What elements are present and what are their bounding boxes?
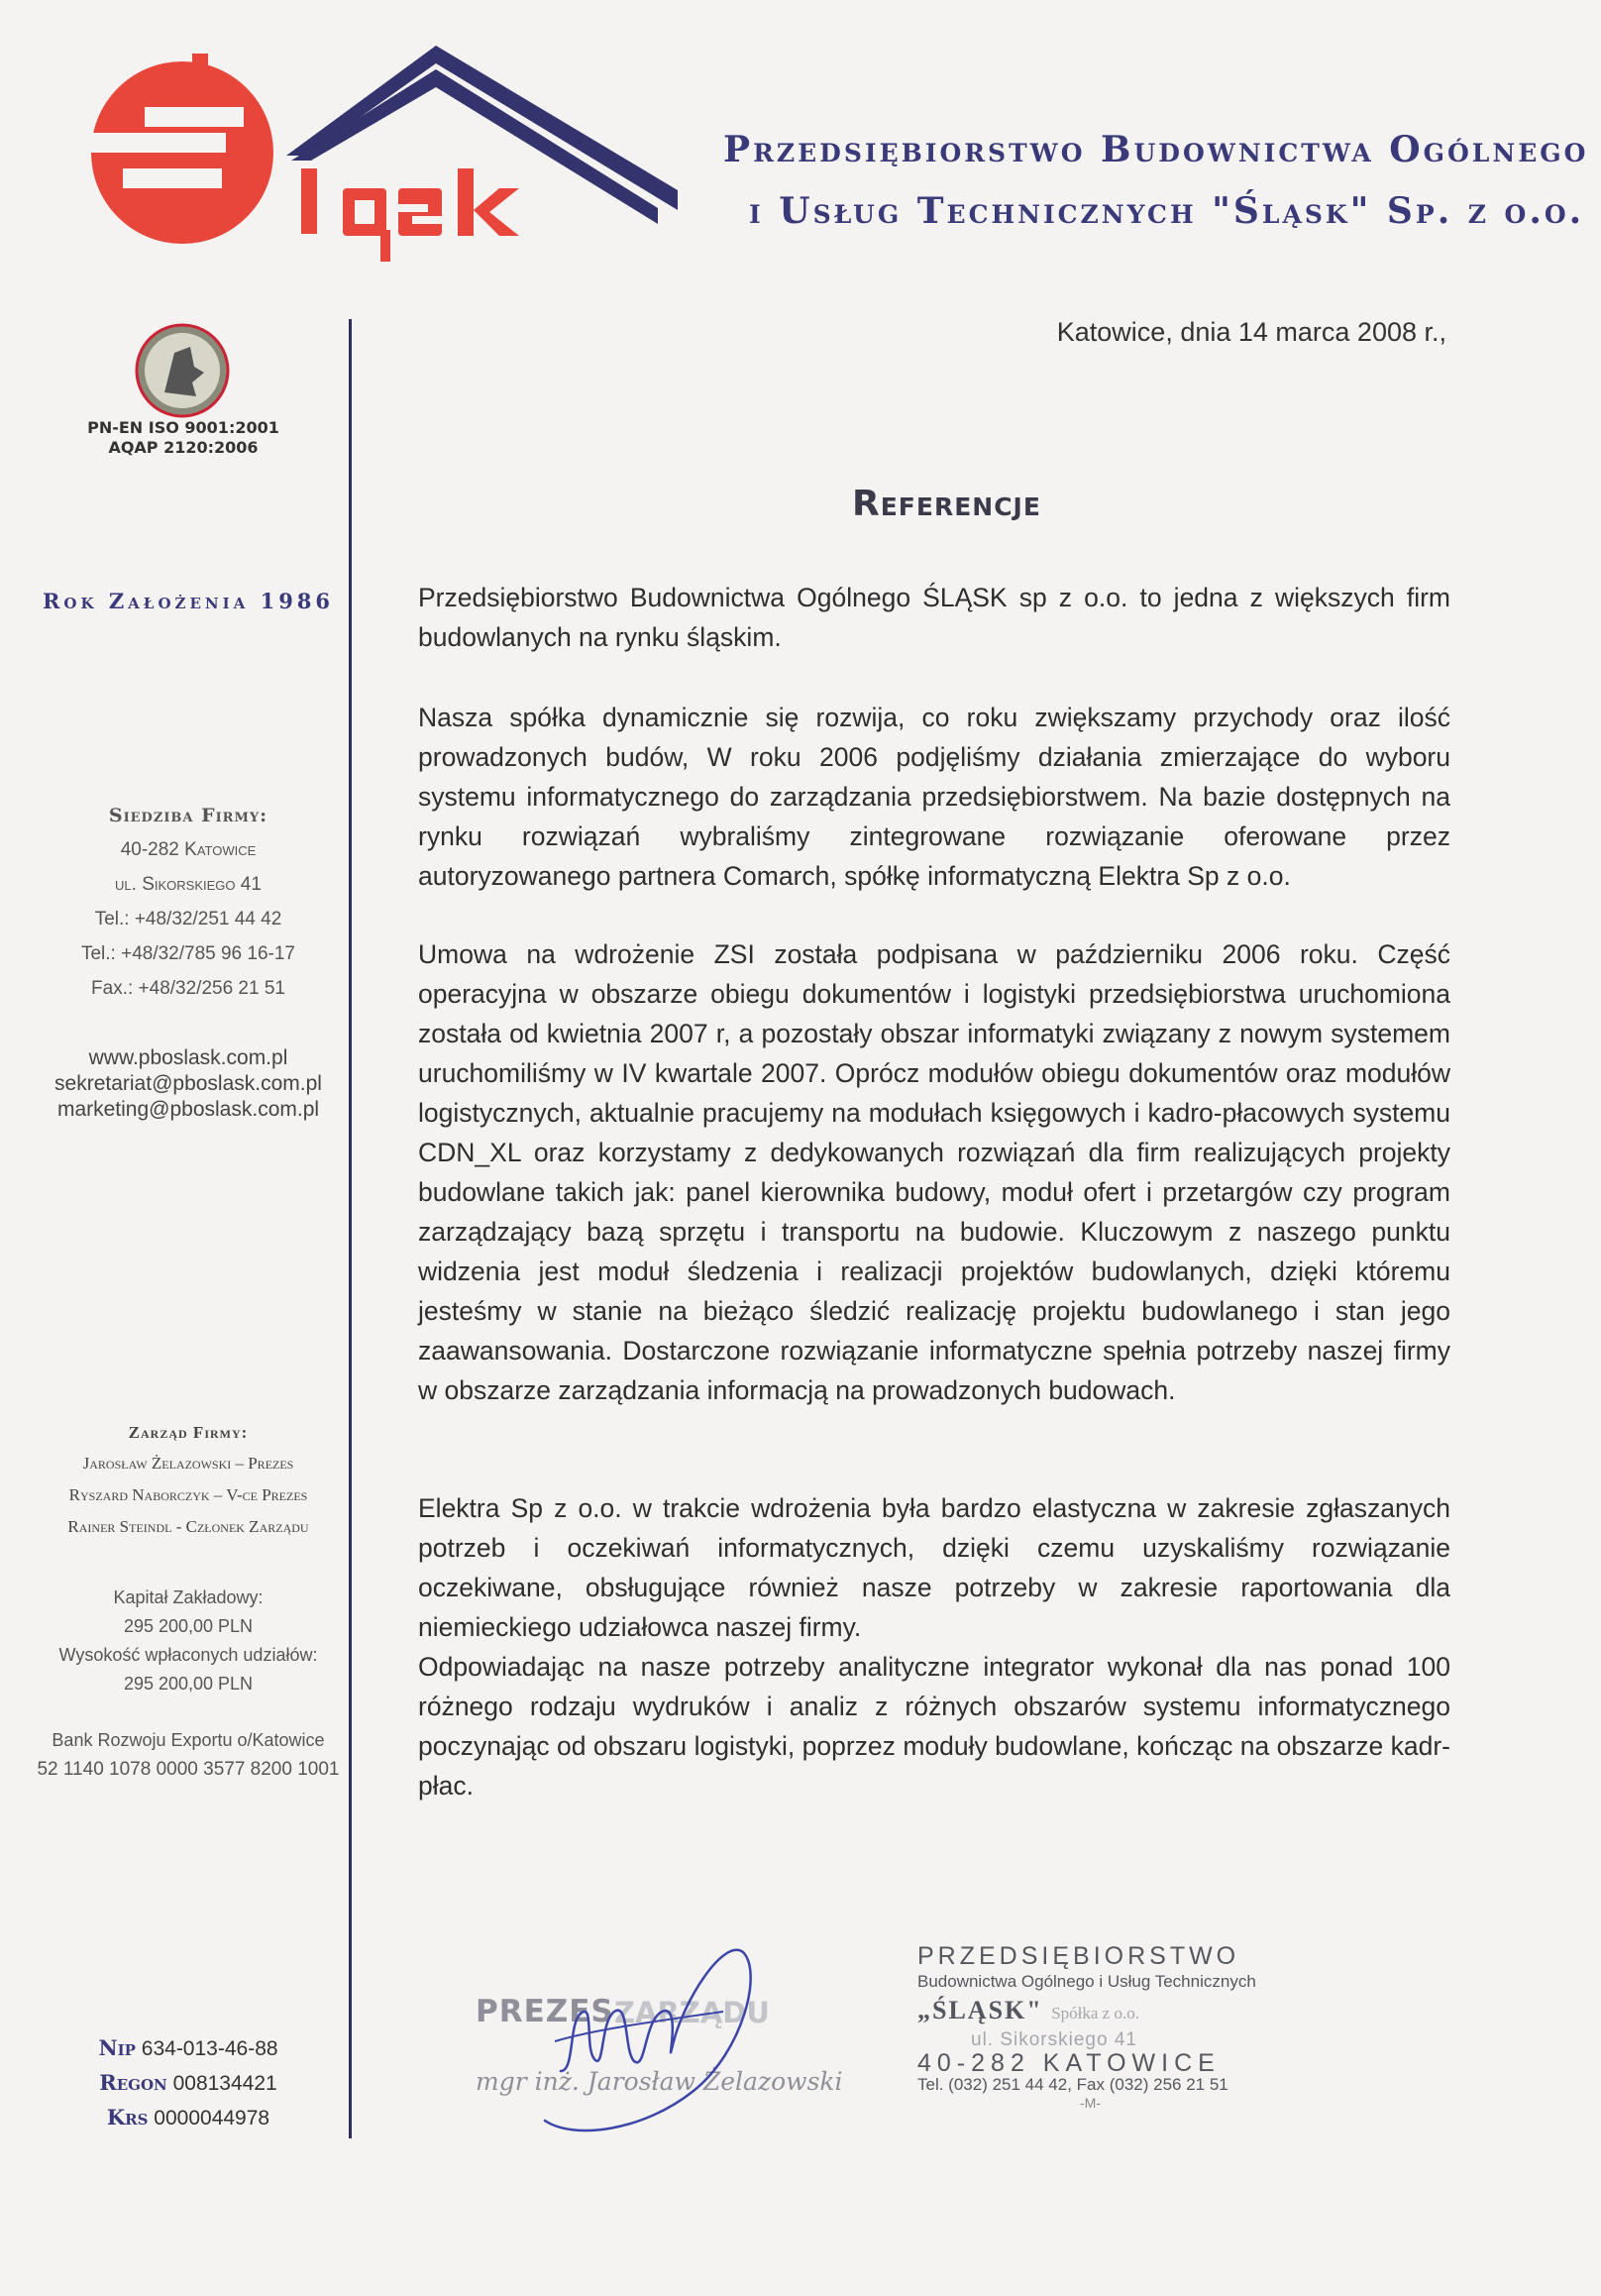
stamp-street: ul. Sikorskiego 41 (971, 2029, 1137, 2050)
iso-standard: PN-EN ISO 9001:2001 (87, 418, 279, 437)
hq-phone-1: Tel.: +48/32/251 44 42 (94, 909, 282, 929)
headquarters-title: Siedziba Firmy: (108, 805, 268, 826)
share-capital-label: Kapitał Zakładowy: (113, 1587, 264, 1607)
share-capital-value: 295 200,00 PLN (123, 1616, 254, 1636)
company-logo (83, 42, 678, 270)
letter-paragraph: Odpowiadając na nasze potrzeby analityczne integrator wykonał dla nas ponad 100 różnego rodzaju wydruków i analiz z różnych obszarów systemu informatycznego poczynając od obszaru logistyki, poprzez moduły budowlane, kończąc na obszarze kadr-płac. (418, 1652, 1450, 1801)
founded-year: Rok Założenia 1986 (42, 589, 335, 613)
stamp-company-form: Spółka z o.o. (1051, 2004, 1139, 2023)
handwritten-signature-icon (535, 1942, 763, 2140)
stamp-company-name (917, 1996, 1139, 2025)
stamp-name: „ŚLĄSK" (917, 1996, 1043, 2024)
board-member: Jarosław Żelazowski – Prezes (82, 1454, 294, 1473)
krs-label: Krs (106, 2105, 149, 2130)
marketing-email-link[interactable]: marketing@pboslask.com.pl (56, 1098, 320, 1121)
board-member: Ryszard Naborczyk – V-ce Prezes (68, 1485, 308, 1504)
letter-title: Referencje (852, 484, 1041, 524)
signatory-role: PREZES (476, 1994, 614, 2029)
stamp-mark: -M- (1080, 2095, 1101, 2111)
board-member: Rainer Steindl - Członek Zarządu (67, 1517, 309, 1536)
letter-paragraph: Nasza spółka dynamicznie się rozwija, co roku zwiększamy przychody oraz ilość prowadzonych budów, W roku 2006 podjęliśmy działania zmierzające do wyboru systemu informatycznego do zarządzania przedsiębiorstwem. Na bazie dostępnych na rynku rozwiązań wybraliśmy zintegrowane rozwiązanie oferowane przez autoryzowanego partnera Comarch, spółkę informatyczną Elektra Sp z o.o. (418, 703, 1450, 891)
nip-value: 634-013-46-88 (141, 2037, 278, 2060)
letter-paragraph: Przedsiębiorstwo Budownictwa Ogólnego ŚLĄSK sp z o.o. to jedna z większych firm budowlanych na rynku śląskim. (418, 583, 1450, 652)
krs-value: 0000044978 (154, 2107, 270, 2130)
hq-phone-2: Tel.: +48/32/785 96 16-17 (80, 943, 296, 964)
signatory-role-suffix: ZARZĄDU (614, 1996, 770, 2029)
hq-postal-city: 40-282 Katowice (120, 839, 257, 860)
paid-shares-value: 295 200,00 PLN (123, 1674, 254, 1694)
nip-number (40, 2035, 337, 2061)
stamp-line: PRZEDSIĘBIORSTWO (917, 1942, 1240, 1970)
regon-label: Regon (99, 2070, 167, 2095)
stamp-phone-fax: Tel. (032) 251 44 42, Fax (032) 256 21 51 (917, 2075, 1228, 2094)
paid-shares-label: Wysokość wpłaconych udziałów: (58, 1645, 318, 1665)
column-divider (349, 319, 352, 2138)
company-name-line-1: Przedsiębiorstwo Budownictwa Ogólnego (723, 129, 1589, 170)
aqap-standard: AQAP 2120:2006 (108, 438, 259, 457)
letter-date: Katowice, dnia 14 marca 2008 r., (1056, 317, 1446, 347)
letter-paragraph: Elektra Sp z o.o. w trakcie wdrożenia była bardzo elastyczna w zakresie zgłaszanych potrzeb i oczekiwań informatycznych, dzięki czemu uzyskaliśmy rozwiązanie oczekiwane, obsługujące również nasze potrzeby w zakresie raportowania dla niemieckiego udziałowca naszej firmy. (418, 1493, 1450, 1642)
regon-value: 008134421 (172, 2072, 277, 2095)
board-title: Zarząd Firmy: (128, 1423, 249, 1442)
secretariat-email-link[interactable]: sekretariat@pboslask.com.pl (54, 1072, 322, 1095)
iso-certification-seal-icon (135, 323, 230, 418)
bank-name: Bank Rozwoju Exportu o/Katowice (52, 1730, 325, 1750)
regon-number (40, 2070, 337, 2096)
stamp-line: Budownictwa Ogólnego i Usług Technicznych (917, 1972, 1256, 1991)
stamp-city: 40-282 KATOWICE (917, 2049, 1221, 2077)
signatory-name: mgr inż. Jarosław Żelazowski (476, 2067, 843, 2096)
krs-number (40, 2105, 337, 2131)
website-link[interactable]: www.pboslask.com.pl (88, 1046, 288, 1069)
nip-label: Nip (98, 2035, 136, 2060)
hq-street: ul. Sikorskiego 41 (115, 874, 262, 895)
hq-fax: Fax.: +48/32/256 21 51 (91, 978, 285, 999)
letter-paragraph: Umowa na wdrożenie ZSI została podpisana w październiku 2006 roku. Część operacyjna w obszarze obiegu dokumentów i logistyki przedsiębiorstwa uruchomiona została od kwietnia 2007 r, a pozostały obszar informatyki związany z nowym systemem uruchomiliśmy w IV kwartale 2007. Oprócz modułów obiegu dokumentów oraz modułów logistycznych, aktualnie pracujemy na modułach księgowych i kadro-płacowych systemu CDN_XL oraz korzystamy z dedykowanych rozwiązań dla firm realizujących projekty budowlane takich jak: panel kierownika budowy, moduł ofert i przetargów czy program zarządzający bazą sprzętu i transportu na budowie. Kluczowym z naszego punktu widzenia jest moduł śledzenia i realizacji projektów budowlanych, dzięki któremu jesteśmy w stanie na bieżąco śledzić realizację projektu budowlanego i stan jego zaawansowania. Dostarczone rozwiązanie informatyczne spełnia potrzeby naszej firmy w obszarze zarządzania informacją na prowadzonych budowach. (418, 939, 1450, 1405)
company-name-line-2: i Usług Technicznych "Śląsk" Sp. z o.o. (749, 190, 1585, 232)
bank-account-number: 52 1140 1078 0000 3577 8200 1001 (37, 1759, 340, 1780)
